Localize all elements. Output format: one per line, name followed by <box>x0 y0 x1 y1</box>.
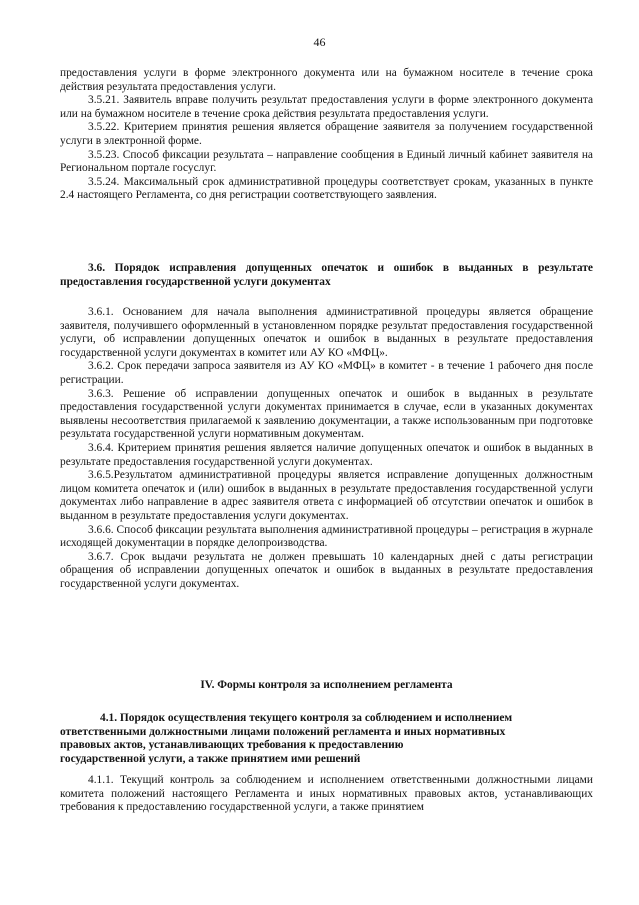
paragraph-continued: предоставления услуги в форме электронного документа или на бумажном носителе в течение срока действия результата предоставления услуги. <box>60 67 593 93</box>
paragraph-3-6-6: 3.6.6. Способ фиксации результата выполнения административной процедуры – регистрация в журнале исходящей документации в порядке делопроизводства. <box>60 523 593 550</box>
section-4-1-heading <box>60 712 593 766</box>
section-3-6-body <box>60 306 593 591</box>
section-35-continuation <box>60 67 593 203</box>
section-4-heading: IV. Формы контроля за исполнением регламента <box>200 679 453 691</box>
heading-line: правовых актов, устанавливающих требования к предоставлению <box>60 739 404 752</box>
paragraph-4-1-1: 4.1.1. Текущий контроль за соблюдением и исполнением ответственными должностными лицами комитета положений настоящего Регламента и иных нормативных правовых актов, устанавливающих требования к предоставлению государственной услуги, а также принятием <box>60 774 593 814</box>
paragraph-3-5-24: 3.5.24. Максимальный срок административной процедуры соответствует срокам, указанных в пункте 2.4 настоящего Регламента, со дня регистрации соответствующего заявления. <box>60 175 593 202</box>
paragraph-3-6-7: 3.6.7. Срок выдачи результата не должен превышать 10 календарных дней с даты регистрации обращения об исправлении допущенных опечаток и ошибок в выданных в результате предоставления государственной услуги документах. <box>60 550 593 590</box>
page-number: 46 <box>313 35 326 49</box>
heading-line: ответственными должностными лицами положений регламента и иных нормативных <box>60 725 506 738</box>
paragraph-3-6-5: 3.6.5.Результатом административной процедуры является исправление допущенных должностным лицом комитета опечаток и (или) ошибок в выданных в результате предоставления государственной услуги документах либо направление в адрес заявителя ответа с информацией об отсутствии опечаток и ошибок в выданном в результате предоставления услуги документах. <box>60 469 593 522</box>
paragraph-3-5-21: 3.5.21. Заявитель вправе получить результат предоставления услуги в форме электронного документа или на бумажном носителе в течение срока действия результата предоставления услуги. <box>60 94 593 120</box>
paragraph-3-5-22: 3.5.22. Критерием принятия решения является обращение заявителя за получением государственной услуги в электронной форме. <box>60 121 593 147</box>
paragraph-3-6-1: 3.6.1. Основанием для начала выполнения административной процедуры является обращение заявителя, получившего оформленный в установленном порядке результат предоставления государственной услуги, об исправлении допущенных опечаток и ошибок в выданных в результате предоставления государственной услуги документах в комитет или АУ КО «МФЦ». <box>60 306 593 359</box>
paragraph-3-5-23: 3.5.23. Способ фиксации результата – направление сообщения в Единый личный кабинет заявителя на Региональном портале госуслуг. <box>60 148 593 175</box>
paragraph-3-6-3: 3.6.3. Решение об исправлении допущенных опечаток и ошибок в выданных в результате предоставления государственной услуги документах принимается в случае, если в указанных документах выявлены несоответствия прилагаемой к заявлению документации, а также использованным при подготовке результата государственной услуги нормативным документам. <box>60 387 593 441</box>
section-3-6-heading: 3.6. Порядок исправления допущенных опечаток и ошибок в выданных в результате предоставления государственной услуги документах <box>60 262 593 288</box>
heading-line: государственной услуги, а также принятием ими решений <box>60 752 361 765</box>
heading-line: 4.1. Порядок осуществления текущего контроля за соблюдением и исполнением <box>100 712 513 724</box>
section-4-1-1-body <box>60 774 593 815</box>
paragraph-3-6-2: 3.6.2. Срок передачи запроса заявителя из АУ КО «МФЦ» в комитет - в течение 1 рабочего дня после регистрации. <box>60 360 593 386</box>
paragraph-3-6-4: 3.6.4. Критерием принятия решения является наличие допущенных опечаток и ошибок в выданных в результате предоставления государственной услуги документах. <box>60 441 593 468</box>
